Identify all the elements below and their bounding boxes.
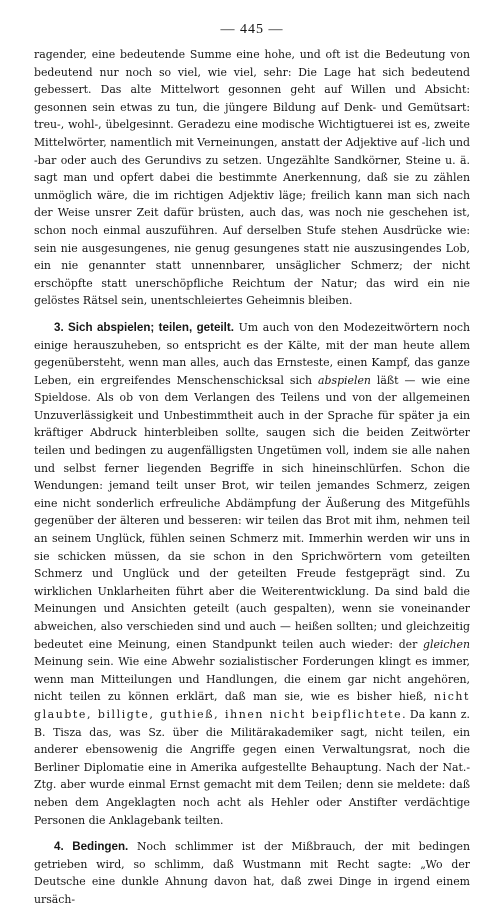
spaced-emphasis: nicht glaubte, billigte, guthieß, ihnen nicht beipflichtete: [34, 690, 470, 721]
paragraph-3: [34, 838, 470, 908]
paragraph-3-text-a: Noch schlimmer ist der Mißbrauch, der mit bedingen getrieben wird, so schlimm, daß Wustmann mit Recht sagte: „Wo der Deutsche eine dunkle Ahnung davon hat, daß zwei Dinge in irgend einem ursäch-: [34, 840, 470, 906]
paragraph-2-text-a: Um auch von den Modezeitwörtern noch einige herauszuheben, so entspricht es der Kälte, mit der man heute allem gegenübersteht, wenn man alles, auch das Ernsteste, einen Kampf, das ganze Leben, ein ergreifendes Menschenschicksal sich: [34, 320, 470, 387]
paragraph-2-text-c: Meinung sein. Wie eine Abwehr sozialistischer Forderungen klingt es immer, wenn man Mitteilungen und Handlungen, die einem gar nicht angehören, nicht teilen zu können erklärt, daß man sie, wie es bisher hieß,: [34, 655, 470, 704]
paragraph-2: [34, 319, 470, 829]
section-heading-4: 4. Bedingen.: [54, 840, 129, 854]
paragraph-2-text-b: läßt — wie eine Spieldose. Als ob von dem Verlangen des Teilens und von der allgemeinen Unzuverlässigkeit und Unbestimmtheit auch in der Sprache für später ja ein kräftiger Abdruck hinterbleiben sollte, saugen sich die beiden Zeitwörter teilen und bedingen zu augenfälligsten Ungetümen voll, indem sie alle nahen und selbst ferner liegenden Begriffe in sich hineinschlürfen. Schon die Wendungen: jemand teilt unser Brot, wir teilen jemandes Schmerz, zeigen eine nicht sonderlich erfreuliche Abdämpfung der Äußerung des Mitgefühls gegenüber der älteren und besseren: wir teilen das Brot mit ihm, nehmen teil an seinem Unglück, fühlen seinen Schmerz mit. Immerhin werden wir uns in sie schicken müssen, da sie schon in den Sprichwörtern vom geteilten Schmerz und Unglück und der geteilten Freude festgeprägt sind. Zu wirklichen Unklarheiten führt aber die Weiterentwicklung. Da sind bald die Meinungen und Ansichten geteilt (auch gespalten), wenn sie voneinander abweichen, also verschieden sind und auch — heißen sollten; und gleichzeitig bedeutet eine Meinung, einen Standpunkt teilen auch wieder: der: [34, 373, 470, 651]
paragraph-2-text-d: . Da kann z. B. Tisza das, was Sz. über die Militärakademiker sagt, nicht teilen, ein anderer ebensowenig die Angriffe gegen einen Verwaltungsrat, noch die Berliner Diplomatie eine in Amerika aufgestellte Behauptung. Nach der Nat.-Ztg. aber wurde einmal Ernst gemacht mit dem Teilen; denn sie meldete: daß neben dem Angeklagten noch acht als Hehler oder Anstifter verdächtige Personen die Anklagebank teilten.: [34, 707, 470, 827]
italic-abspielen: abspielen: [318, 373, 371, 387]
paragraph-1: ragender, eine bedeutende Summe eine hohe, und oft ist die Bedeutung von bedeutend nur noch so viel, wie viel, sehr: Die Lage hat sich bedeutend gebessert. Das alte Mittelwort gesonnen geht auf Willen und Absicht: gesonnen sein etwas zu tun, die jüngere Bildung auf Denk- und Gemütsart: treu-, wohl-, übelgesinnt. Geradezu eine modische Wichtigtuerei ist es, zweite Mittelwörter, namentlich mit Verneinungen, anstatt der Adjektive auf -lich und -bar oder auch des Gerundivs zu setzen. Ungezählte Sandkörner, Steine u. ä. sagt man und opfert dabei die bestimmte Anerkennung, daß sie zu zählen unmöglich wäre, die im richtigen Adjektiv läge; freilich kann man sich nach der Weise unsrer Zeit dafür brüsten, auch das, was noch nie geschehen ist, schon noch einmal auszuführen. Auf derselben Stufe stehen Ausdrücke wie: sein nie ausgesungenes, nie genug gesungenes statt nie auszusingendes Lob, ein nie genannter statt unnennbarer, unsäglicher Schmerz; der nicht erschöpfte statt unerschöpfliche Reichtum der Natur; das wird ein nie gelöstes Rätsel sein, unentschleiertes Geheimnis bleiben.: [34, 48, 470, 308]
page-number: — 445 —: [220, 22, 284, 37]
section-heading-3: 3. Sich abspielen; teilen, geteilt.: [54, 320, 234, 334]
italic-gleichen: gleichen: [423, 637, 470, 651]
